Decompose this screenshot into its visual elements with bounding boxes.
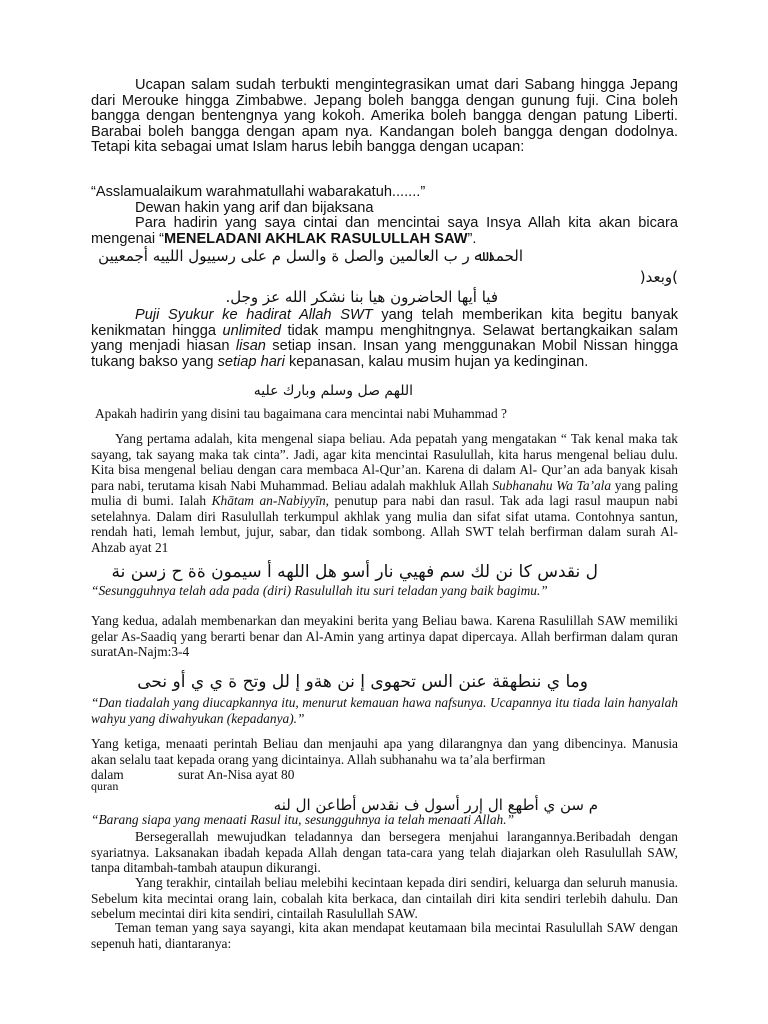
third-way-surat: surat An-Nisa ayat 80 [178,767,295,782]
arabic-hamdalah: الحمد ﷲ ر ب العالمين والصل ة والسل م على رسييول اللييه أجمعيين [98,247,523,265]
question-line: Apakah hadirin yang disini tau bagaimana cara mencintai nabi Muhammad ? [95,406,507,421]
first-way-paragraph: Yang pertama adalah, kita mengenal siapa beliau. Ada pepatah yang mengatakan “ Tak kenal maka tak sayang, tak sayang maka tak cinta”. Jadi, agar kita mencintai Rasulullah, kita harus mengenal beliau dulu. Kita bisa mengenal beliau dengan cara membaca Al-Qur’an. Karena di dalam Al- Qur’an ada banyak kisah para nabi, terutama kisah Nabi Muhammad. Beliau adalah makhluk Allah Subhanahu Wa Ta’ala yang paling mulia di bumi. Ialah Khātam an-Nabiyyīn, penutup para nabi dan rasul. Tak ada lagi rasul maupun nabi setelahnya. Dalam diri Rasulullah terkumpul akhlak yang mulia dan sifat sifat utama. Contohnya santun, rendah hati, lemah lembut, jujur, sabar, dan tidak sombong. Allah SWT telah berfirman dalam surah Al-Ahzab ayat 21 [91,431,679,555]
second-way-paragraph: Yang kedua, adalah membenarkan dan meyakini berita yang Beliau bawa. Karena Rasulillah SAW memiliki gelar As-Saadiq yang berarti benar dan Al-Amin yang artinya dapat dipercaya. Allah berfirman dalam quran suratAn-Najm:3-4 [91,613,678,659]
arabic-shalawat: اللهم صل وسلم وبارك عليه [253,383,413,399]
translation-al-ahzab: “Sesungguhnya telah ada pada (diri) Rasulullah itu suri teladan yang baik bagimu.” [91,583,548,598]
third-way-dalam: dalam [91,767,124,782]
salam-greeting: “Asslamualaikum warahmatullahi wabarakatuh.......” [91,184,426,200]
third-way-quran: quran [91,779,119,793]
final-way-paragraph: Yang terakhir, cintailah beliau melebihi kecintaan kepada diri sendiri, keluarga dan seluruh manusia. Sebelum kita mecintai orang lain, cobalah kita berkaca, dan cintailah diri kita sendiri terlebih dahulu. Dan sebelum mecintai diri kita sendiri, cintailah Rasulullah SAW. [91,875,678,921]
arabic-al-ahzab: ل نقدس كا نن لك سم فهيي نار أسو هل اللهه أ سيمون ةة ح زسن نة [111,562,598,582]
translation-an-najm: “Dan tiadalah yang diucapkannya itu, menurut kemauan hawa nafsunya. Ucapannya itu tiada lain hanyalah wahyu yang diwahyukan (kepadanya).” [91,695,678,726]
arabic-syukur: فيا أيها الحاضرون هيا بنا نشكر الله عز وجل. [225,288,498,306]
ibadah-paragraph: Bersegerallah mewujudkan teladannya dan bersegera menjahui larangannya.Beribadah dengan syariatnya. Laksanakan ibadah kepada Allah dengan tata-cara yang telah diajarkan oleh Rasulullah SAW, tanpa ditambah-tambah ataupun dikurangi. [91,829,678,875]
hadirin-paragraph: Para hadirin yang saya cintai dan mencintai saya Insya Allah kita akan bicara mengenai “MENELADANI AKHLAK RASULULLAH SAW”. [91,215,678,247]
third-way-paragraph: Yang ketiga, menaati perintah Beliau dan menjauhi apa yang dilarangnya dan yang dibencinya. Manusia akan selalu taat kepada orang yang dicintainya. Allah subhanahu wa ta’ala berfirman [91,736,678,767]
dewan-greeting: Dewan hakin yang arif dan bijaksana [135,200,374,216]
arabic-an-nisa: م سن ي أطهع ال إرر أسول ف نقدس أطاعن ال لنه [273,796,598,814]
intro-paragraph: Ucapan salam sudah terbukti mengintegrasikan umat dari Sabang hingga Jepang dari Merouke hingga Zimbabwe. Jepang boleh bangga dengan gunung fuji. Cina boleh bangga dengan bentengnya yang kokoh. Amerika boleh bangga dengan patung Liberti. Barabai boleh bangga dengan apam nya. Kandangan boleh bangga dengan dodolnya. Tetapi kita sebagai umat Islam harus lebih bangga dengan ucapan: [91,77,678,155]
translation-an-nisa: “Barang siapa yang menaati Rasul itu, sesungguhnya ia telah menaati Allah.” [91,812,515,827]
syukur-paragraph: Puji Syukur ke hadirat Allah SWT yang telah memberikan kita begitu banyak kenikmatan hingga unlimited tidak mampu menghitngnya. Selawat bertangkaikan salam yang menjadi hiasan lisan setiap insan. Insan yang menggunakan Mobil Nissan hingga tukang bakso yang setiap hari kepanasan, kalau musim hujan ya kedinginan. [91,307,678,370]
arabic-an-najm: وما ي ننطهقة عنن الس تحهوى إ نن هةو إ لل وتح ة ي ي أو نحى [137,672,588,692]
arabic-wabadu: )وبعد( [639,268,678,286]
closing-paragraph: Teman teman yang saya sayangi, kita akan mendapat keutamaan bila mecintai Rasulullah SAW dengan sepenuh hati, diantaranya: [91,920,678,951]
speech-title: MENELADANI AKHLAK RASULULLAH SAW [164,230,468,247]
